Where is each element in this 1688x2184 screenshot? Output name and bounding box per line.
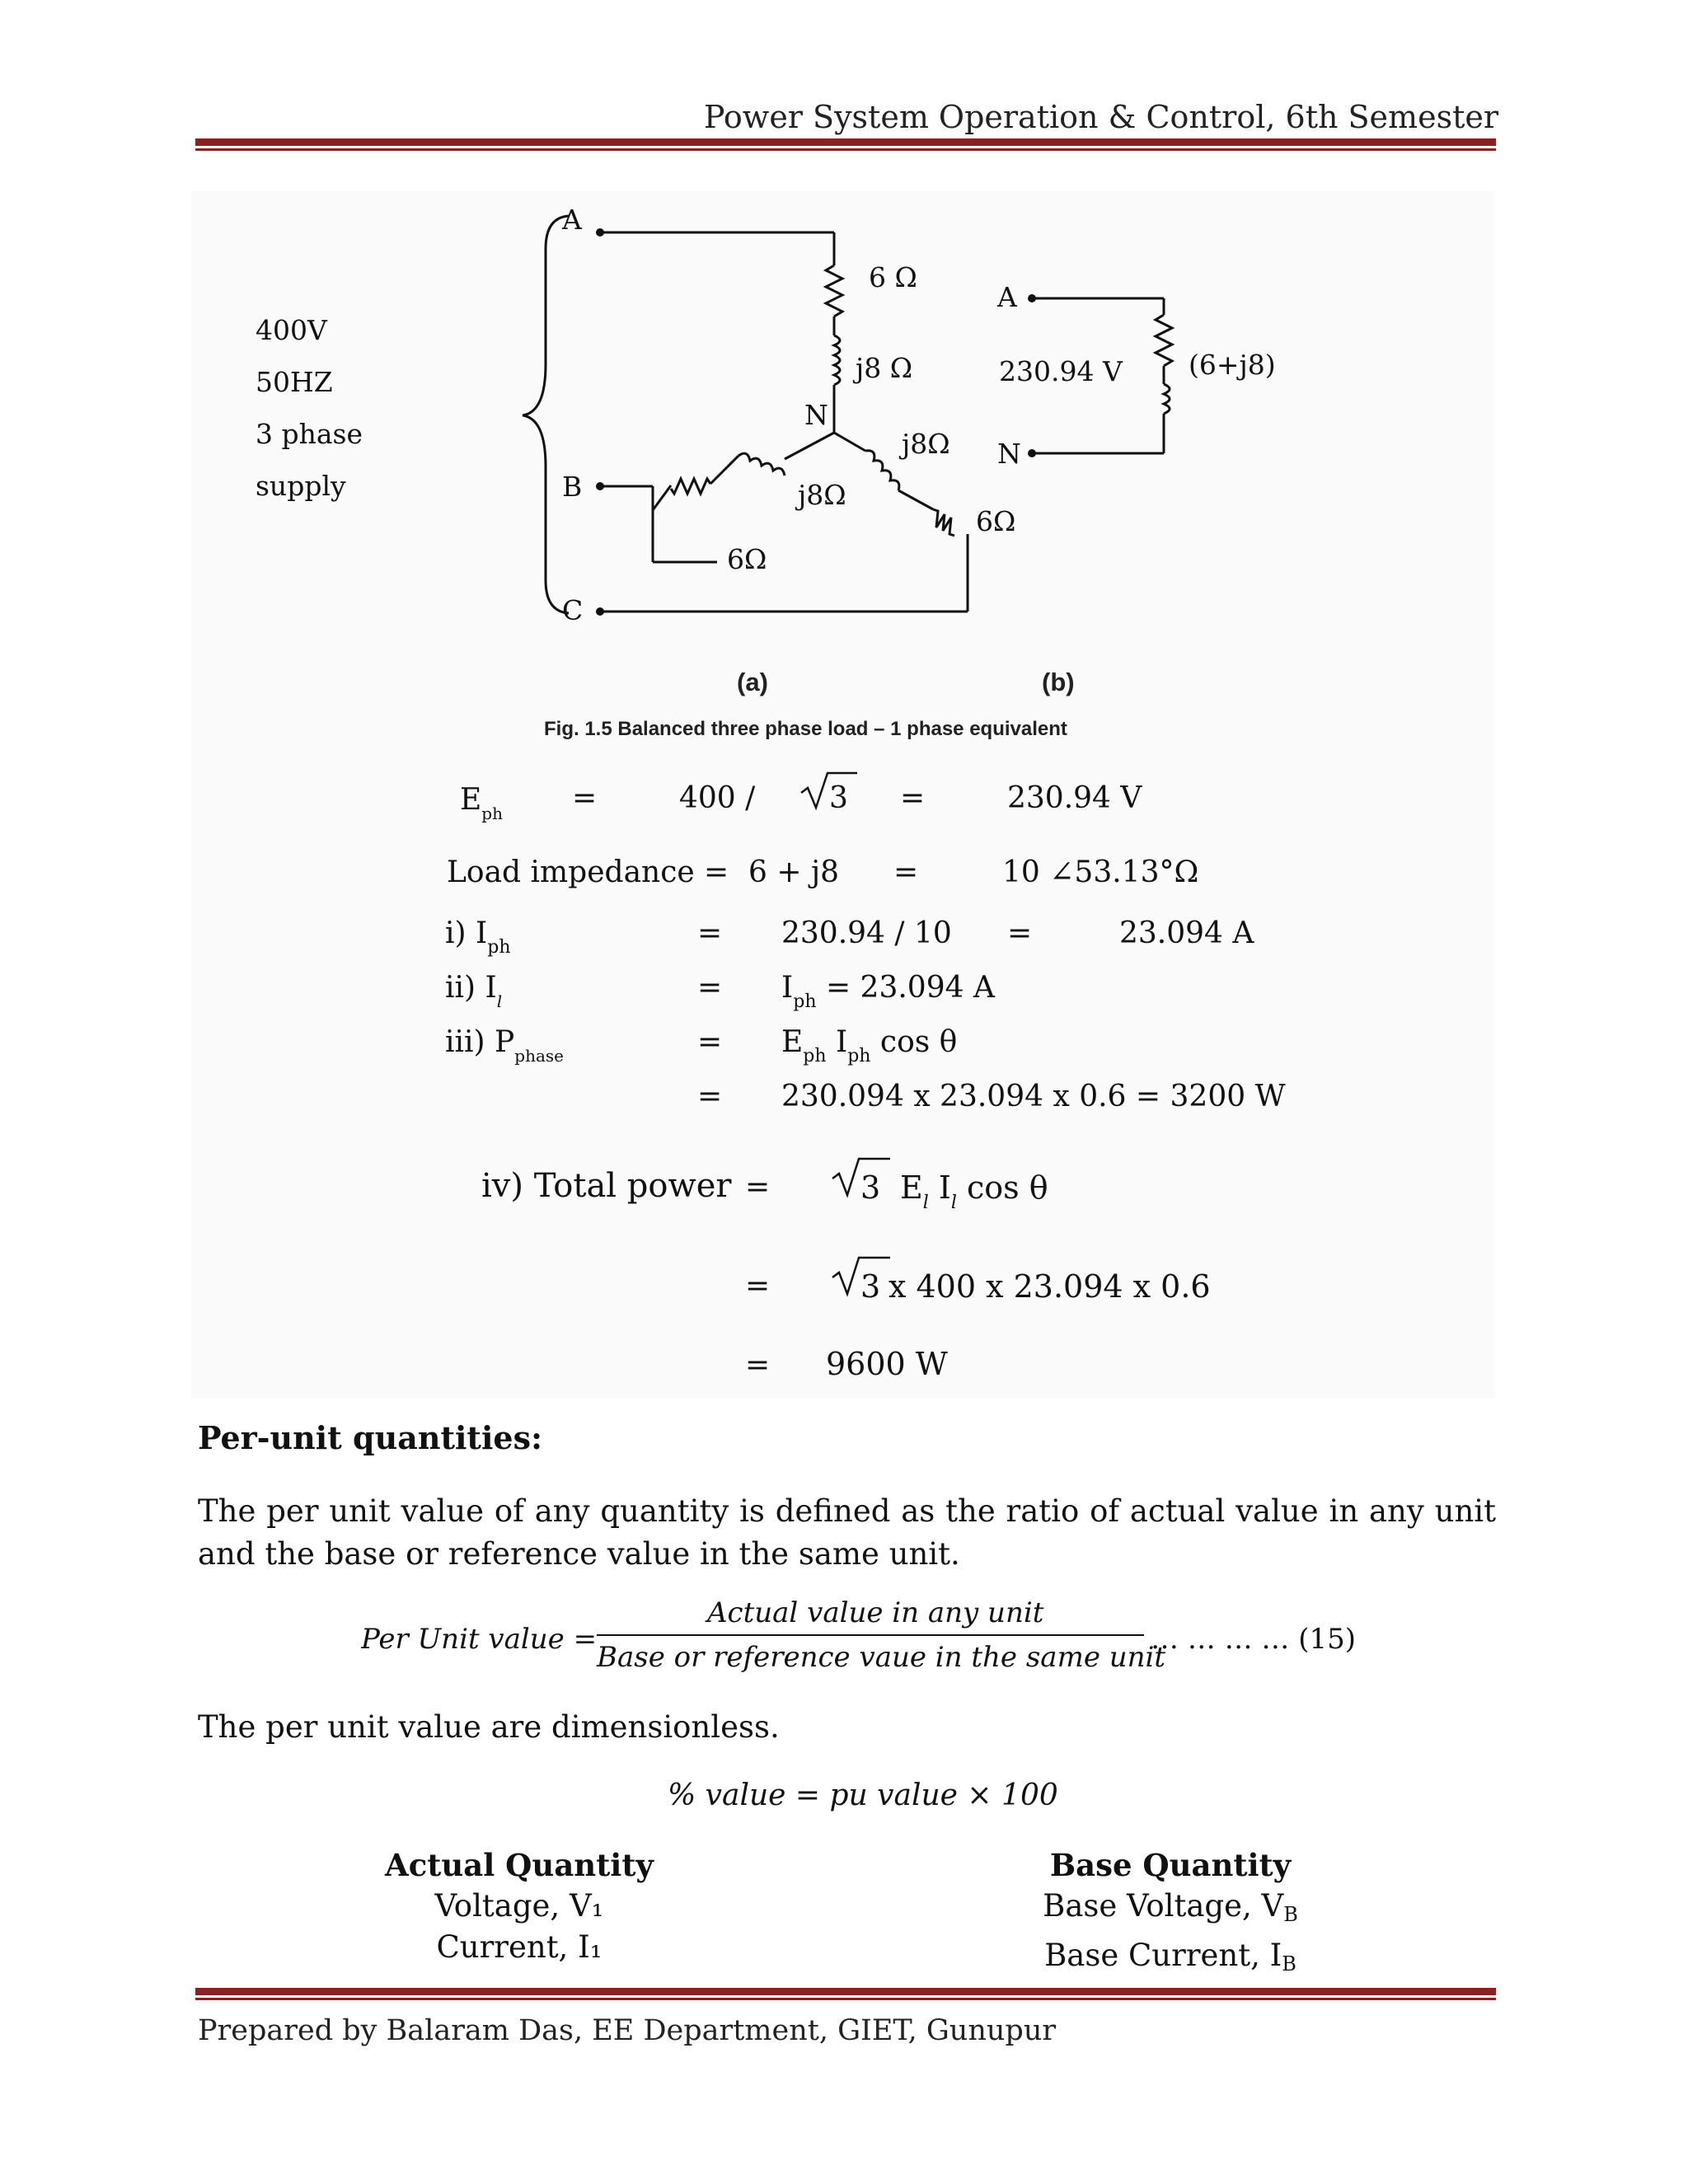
formula-denominator: Base or reference vaue in the same unit <box>597 1641 1166 1674</box>
total-power-equals-2: = <box>745 1269 771 1303</box>
eph-expr: 400 / <box>679 781 756 815</box>
eph-value: 230.94 V <box>1007 781 1142 815</box>
actual-quantity-column <box>363 1844 676 1968</box>
node-b: B <box>562 471 583 503</box>
reactance-c-label: j8Ω <box>902 428 950 460</box>
section-heading: Per-unit quantities: <box>198 1419 543 1456</box>
total-power-radicand: 3 <box>860 1169 881 1206</box>
total-power-radicand-2: 3 <box>860 1268 881 1305</box>
eph-symbol: $E_{ph}$ <box>460 783 503 823</box>
header-rule <box>195 138 1496 151</box>
iph-label: i) $I_{ph}$ <box>445 916 511 958</box>
base-quantity-header: Base Quantity <box>1049 1847 1292 1883</box>
reactance-a-label: j8 Ω <box>856 352 913 384</box>
supply-voltage: 400V <box>256 314 327 346</box>
subfig-a-label: (a) <box>737 668 768 696</box>
total-power-equals: = <box>745 1170 771 1204</box>
total-power-label: iv) Total power <box>481 1167 732 1205</box>
footer-rule <box>195 1988 1496 2000</box>
supply-frequency: 50HZ <box>256 366 333 398</box>
eph-equals-1: = <box>572 781 598 815</box>
page-header: Power System Operation & Control, 6th Semester <box>703 99 1498 135</box>
load-value: 10 ∠53.13°Ω <box>1002 855 1199 889</box>
formula-lhs: Per Unit value = <box>361 1623 598 1656</box>
il-equals: = <box>697 971 723 1005</box>
supply-phase: 3 phase <box>256 418 363 450</box>
circuit-and-calculation <box>191 191 1495 1399</box>
base-quantity-column <box>1014 1844 1327 1985</box>
pphase-equals: = <box>697 1025 723 1059</box>
actual-voltage: Voltage, V₁ <box>434 1888 604 1924</box>
dimensionless-note: The per unit value are dimensionless. <box>198 1709 780 1745</box>
total-power-expr: $E_l$ $I_l$ cos θ <box>900 1169 1048 1213</box>
resistor-b-label: 6Ω <box>727 543 767 575</box>
figure-caption: Fig. 1.5 Balanced three phase load – 1 phase equivalent <box>544 718 1067 740</box>
equiv-node-a: A <box>997 281 1017 313</box>
il-expr: $I_{ph} = 23.094$ A <box>781 971 995 1012</box>
pphase-label: iii) $P_{phase}$ <box>445 1025 564 1066</box>
il-label: ii) $I_l$ <box>445 971 503 1011</box>
formula-numerator: Actual value in any unit <box>707 1597 1044 1629</box>
equiv-node-n: N <box>997 438 1021 470</box>
node-a: A <box>562 204 582 236</box>
eph-radicand: 3 <box>829 781 848 815</box>
page-footer: Prepared by Balaram Das, EE Department, GIET, Gunupur <box>198 2014 1057 2047</box>
actual-quantity-header: Actual Quantity <box>385 1847 654 1883</box>
subfig-b-label: (b) <box>1042 668 1075 696</box>
resistor-c-label: 6Ω <box>976 505 1016 537</box>
load-equals-1: = <box>704 855 729 889</box>
actual-current: Current, I₁ <box>436 1929 603 1965</box>
load-equals-2: = <box>893 855 919 889</box>
iph-equals-2: = <box>1007 916 1033 950</box>
percent-formula: % value = pu value × 100 <box>668 1779 1058 1812</box>
reactance-b-label: j8Ω <box>798 479 846 511</box>
total-power-equals-3: = <box>745 1348 771 1382</box>
supply-label: supply <box>256 470 346 502</box>
pphase-expr: $E_{ph}$ $I_{ph}$ cos θ <box>781 1025 958 1066</box>
total-power-value: 9600 W <box>826 1346 948 1382</box>
load-label: Load impedance <box>447 855 695 889</box>
pphase-result: 230.094 x 23.094 x 0.6 = 3200 W <box>781 1080 1286 1113</box>
equiv-voltage: 230.94 V <box>999 355 1123 387</box>
equiv-load: (6+j8) <box>1189 349 1276 381</box>
iph-value: 23.094 A <box>1119 916 1254 950</box>
node-n: N <box>804 399 828 431</box>
base-voltage-row: Base Voltage, VB <box>1043 1888 1298 1926</box>
base-current-row: Base Current, IB <box>1044 1938 1296 1975</box>
eph-equals-2: = <box>900 781 926 815</box>
per-unit-formula <box>361 1597 1383 1687</box>
total-power-substitution: x 400 x 23.094 x 0.6 <box>889 1268 1211 1305</box>
pphase-equals-2: = <box>697 1080 723 1113</box>
iph-expr: 230.94 / 10 <box>781 916 952 950</box>
figure-block <box>191 191 1495 1399</box>
formula-tag: … … … … (15) <box>1151 1623 1357 1656</box>
definition-paragraph: The per unit value of any quantity is defined as the ratio of actual value in any unit and the base or reference value in the same unit. <box>198 1493 1496 1572</box>
node-c: C <box>562 594 584 626</box>
load-expr: 6 + j8 <box>748 855 840 889</box>
formula-graphic <box>361 1597 1383 1680</box>
resistor-a-label: 6 Ω <box>869 261 917 293</box>
iph-equals: = <box>697 916 723 950</box>
